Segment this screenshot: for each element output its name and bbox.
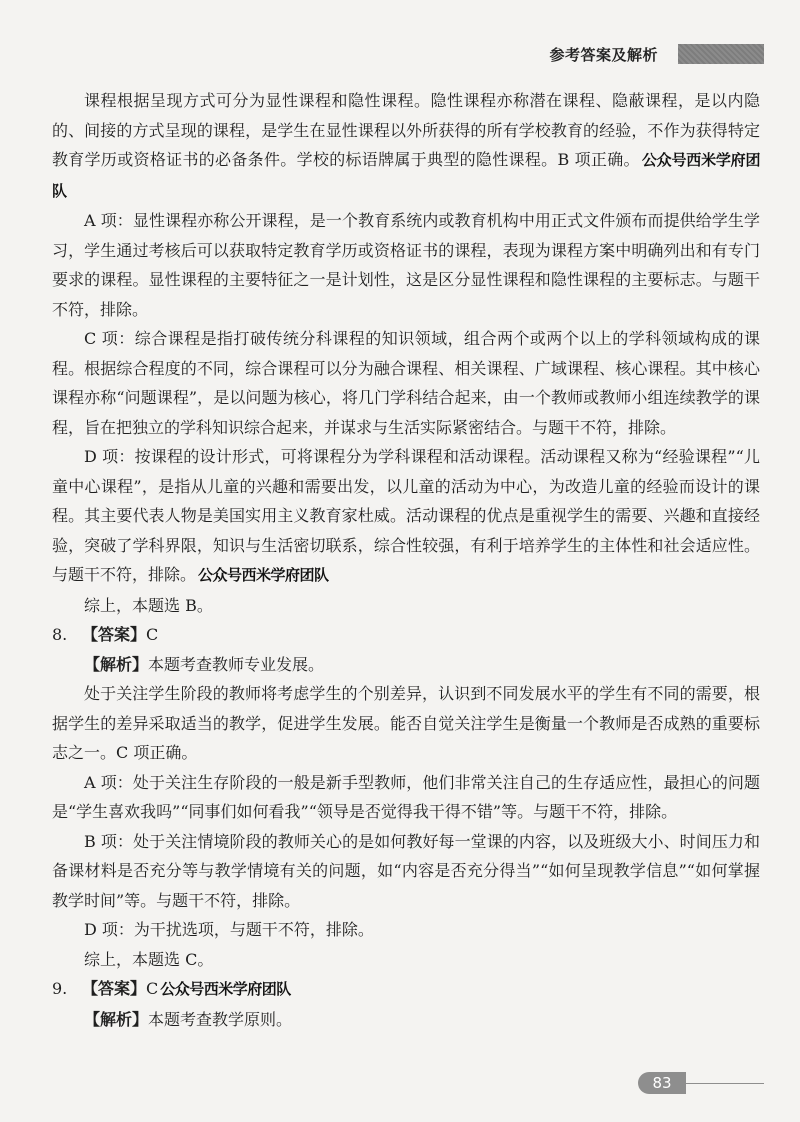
watermark-stamp: 公众号西米学府团队 bbox=[198, 566, 329, 584]
analysis-tag: 【解析】 bbox=[84, 654, 149, 674]
watermark-stamp: 公众号西米学府团队 bbox=[52, 151, 760, 200]
paragraph: 课程根据呈现方式可分为显性课程和隐性课程。隐性课程亦称潜在课程、隐蔽课程，是以内隐的、间接的方式呈现的课程，是学生在显性课程以外所获得的所有学校教育的经验，不作为获得特定教育学历或资格证书的必备条件。学校的标语牌属于典型的隐性课程。B 项正确。 公众号西米学府团队 bbox=[52, 91, 760, 200]
question-9-analysis bbox=[52, 1005, 760, 1035]
header-decor-bar bbox=[678, 44, 764, 64]
paragraph: A 项：处于关注生存阶段的一般是新手型教师，他们非常关注自己的生存适应性，最担心的问题是“学生喜欢我吗”“同事们如何看我”“领导是否觉得我干得不错”等。与题干不符，排除。 bbox=[52, 772, 760, 821]
paragraph: D 项：按课程的设计形式，可将课程分为学科课程和活动课程。活动课程又称为“经验课程”“儿童中心课程”，是指从儿童的兴趣和需要出发，以儿童的活动为中心，为改造儿童的经验而设计的课程。其主要代表人物是美国实用主义教育家杜威。活动课程的优点是重视学生的需要、兴趣和直接经验，突破了学科界限，知识与生活密切联系，综合性较强，有利于培养学生的主体性和社会适应性。与题干不符，排除。 公众号西米学府团队 bbox=[52, 447, 760, 584]
analysis-tag: 【解析】 bbox=[84, 1009, 149, 1029]
paragraph: B 项：处于关注情境阶段的教师关心的是如何教好每一堂课的内容，以及班级大小、时间压力和备课材料是否充分等与教学情境有关的问题，如“内容是否充分得当”“如何呈现教学信息”“如何掌握教学时间”等。与题干不符，排除。 bbox=[52, 831, 760, 910]
analysis-text: 本题考查教学原则。 bbox=[148, 1009, 293, 1029]
paragraph: C 项：综合课程是指打破传统分科课程的知识领域，组合两个或两个以上的学科领域构成的课程。根据综合程度的不同，综合课程可以分为融合课程、相关课程、广域课程、核心课程。其中核心课程亦称“问题课程”，是以问题为核心，将几门学科结合起来，由一个教师或教师小组连续教学的课程，旨在把独立的学科知识综合起来，并谋求与生活实际紧密结合。与题干不符，排除。 bbox=[52, 329, 760, 437]
answer-tag: 【答案】 bbox=[82, 625, 147, 644]
page-content bbox=[52, 86, 760, 1034]
answer-value: C bbox=[146, 979, 159, 998]
paragraph: 综上，本题选 B。 bbox=[84, 595, 213, 615]
question-number: 8. bbox=[52, 625, 68, 644]
footer-rule bbox=[686, 1083, 764, 1084]
header-title: 参考答案及解析 bbox=[549, 46, 658, 64]
page-number: 83 bbox=[638, 1072, 686, 1094]
page-header bbox=[0, 42, 800, 66]
paragraph: 综上，本题选 C。 bbox=[84, 949, 214, 969]
paragraph: 处于关注学生阶段的教师将考虑学生的个别差异，认识到不同发展水平的学生有不同的需要，根据学生的差异采取适当的教学，促进学生发展。能否自觉关注学生是衡量一个教师是否成熟的重要标志之一。C 项正确。 bbox=[52, 684, 760, 762]
paragraph: A 项：显性课程亦称公开课程，是一个教育系统内或教育机构中用正式文件颁布而提供给学生学习，学生通过考核后可以获取特定教育学历或资格证书的课程，表现为课程方案中明确列出和有专门要求的课程。显性课程的主要特征之一是计划性，这是区分显性课程和隐性课程的主要标志。与题干不符，排除。 bbox=[52, 211, 760, 319]
paragraph: D 项：为干扰选项，与题干不符，排除。 bbox=[84, 920, 374, 939]
question-number: 9. bbox=[52, 979, 68, 998]
page-footer bbox=[0, 1072, 800, 1096]
question-8-answer bbox=[52, 620, 760, 650]
analysis-text: 本题考查教师专业发展。 bbox=[148, 654, 325, 674]
question-8-analysis bbox=[52, 650, 760, 680]
question-9-answer bbox=[52, 974, 760, 1005]
answer-value: C bbox=[146, 625, 159, 644]
watermark-stamp: 公众号西米学府团队 bbox=[160, 980, 291, 998]
answer-tag: 【答案】 bbox=[82, 979, 147, 998]
